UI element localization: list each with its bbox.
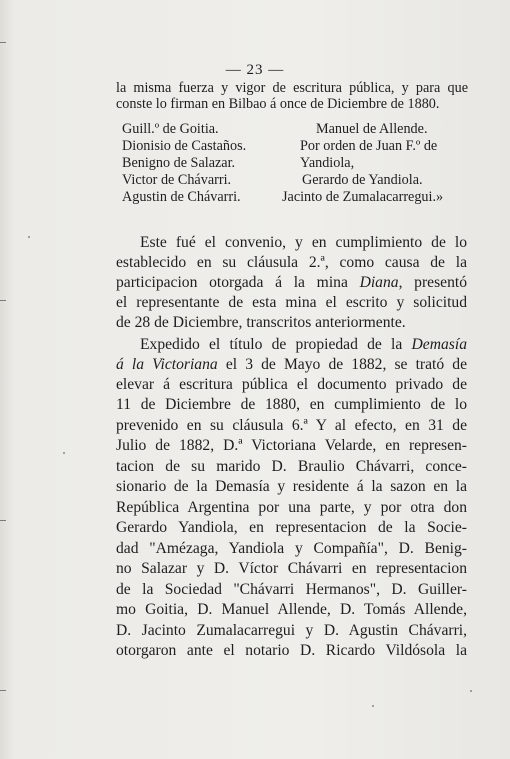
italic-name: á la Victoriana (116, 356, 218, 373)
paragraph-line: Gerardo Yandiola, en representacion de la Socie- (116, 519, 467, 536)
paragraph-line: sionario de la Demasía y residente á la sazon en la (116, 478, 467, 495)
italic-name: Demasía (411, 336, 467, 353)
paragraph-line: República Argentina por una parte, y por otra don (116, 499, 467, 516)
signature-right: Jacinto de Zumalacarregui.» (282, 189, 444, 205)
signature-right: Yandiola, (300, 155, 355, 171)
paragraph-line: elevar á escritura pública el documento privado de (116, 376, 467, 393)
paragraph-line: D. Jacinto Zumalacarregui y D. Agustin Chávarri, (116, 622, 467, 639)
edge-mark (0, 42, 6, 43)
paragraph-line: otorgaron ante el notario D. Ricardo Vildósola la (116, 642, 467, 659)
paragraph-line: mo Goitia, D. Manuel Allende, D. Tomás Allende, (116, 601, 467, 618)
paragraph-line: de la Sociedad "Chávarri Hermanos", D. Guiller- (116, 581, 467, 598)
signature-right: Por orden de Juan F.º de (300, 138, 438, 154)
paragraph-line: participacion otorgada á la mina Diana, presentó (116, 274, 467, 291)
paragraph-line: tacion de su marido D. Braulio Chávarri, conce- (116, 458, 467, 475)
paper-speck (470, 690, 472, 692)
paragraph-line: Expedido el título de propiedad de la Demasía (140, 336, 467, 353)
edge-mark (0, 520, 6, 521)
preamble-line: conste lo firman en Bilbao á once de Diciembre de 1880. (116, 96, 440, 112)
paragraph-line: de 28 de Diciembre, transcritos anteriormente. (116, 314, 406, 331)
signature-right: Manuel de Allende. (316, 121, 428, 137)
paragraph-line: á la Victoriana el 3 de Mayo de 1882, se trató de (116, 356, 467, 373)
italic-name: Diana (359, 274, 399, 291)
signature-left: Victor de Chávarri. (122, 172, 232, 188)
signature-right: Gerardo de Yandiola. (302, 172, 423, 188)
paragraph-line: Julio de 1882, D.ª Victoriana Velarde, en represen- (116, 437, 467, 454)
signature-left: Agustin de Chávarri. (122, 189, 241, 205)
paragraph-line: establecido en su cláusula 2.ª, como causa de la (116, 254, 467, 271)
edge-mark (0, 690, 6, 691)
signature-left: Guill.º de Goitia. (122, 121, 219, 137)
page-number: — 23 — (225, 62, 285, 78)
paper-speck (28, 236, 30, 238)
paper-speck (63, 452, 65, 454)
paper-speck (372, 705, 374, 707)
paragraph-line: 11 de Diciembre de 1880, en cumplimiento de lo (116, 396, 467, 413)
signature-left: Dionisio de Castaños. (122, 138, 247, 154)
paragraph-line: prevenido en su cláusula 6.ª Y al efecto, en 31 de (116, 417, 467, 434)
paragraph-line: no Salazar y D. Víctor Chávarri en representacion (116, 560, 467, 577)
preamble-line: la misma fuerza y vigor de escritura pública, y para que (116, 80, 468, 96)
signature-left: Benigno de Salazar. (122, 155, 236, 171)
paragraph-line: dad "Amézaga, Yandiola y Compañía", D. Benig- (116, 540, 467, 557)
edge-mark (0, 300, 6, 301)
paragraph-line: el representante de esta mina el escrito y solicitud (116, 294, 467, 311)
paragraph-line: Este fué el convenio, y en cumplimiento de lo (140, 234, 467, 251)
